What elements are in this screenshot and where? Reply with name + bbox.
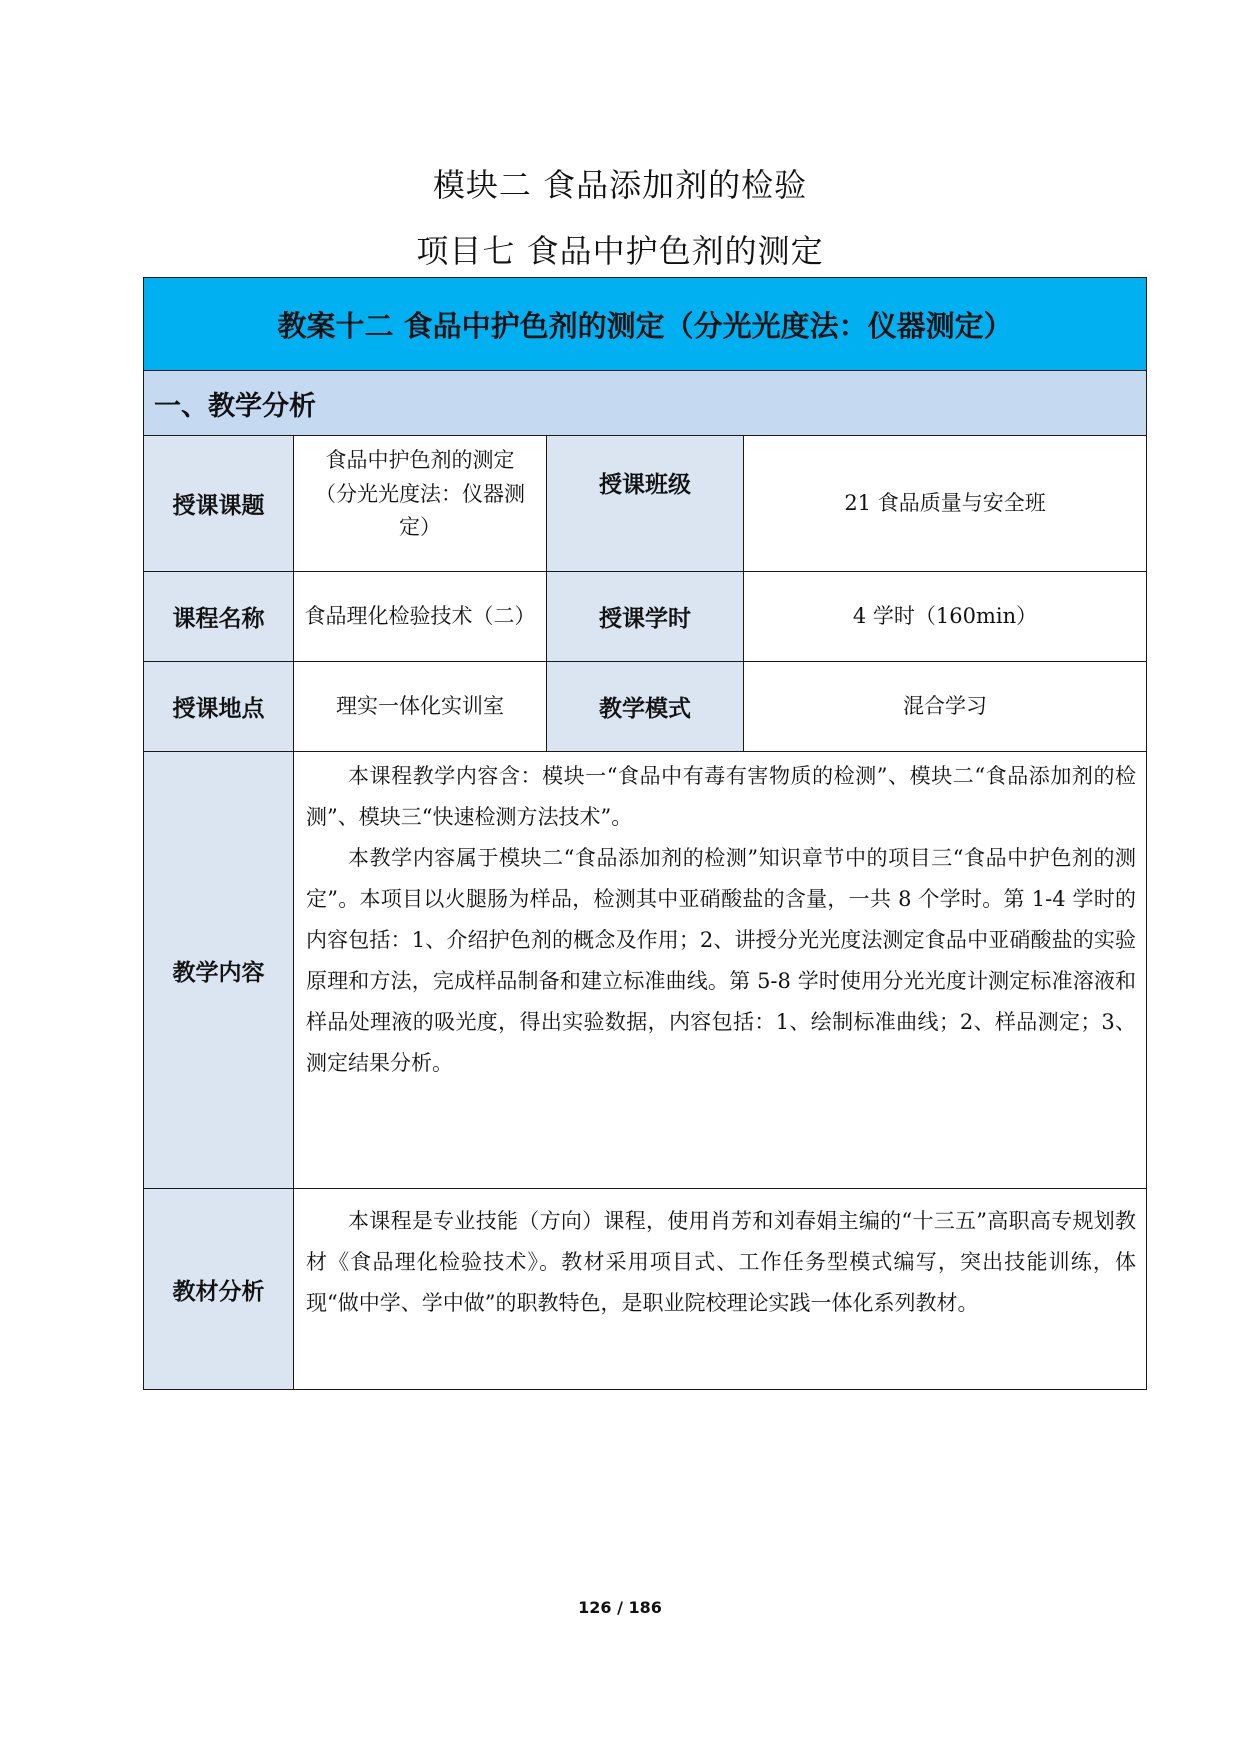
location-label: 授课地点 bbox=[144, 662, 294, 752]
hours-value: 4 学时（160min） bbox=[744, 572, 1147, 662]
content-paragraph: 本课程教学内容含：模块一“食品中有毒有害物质的检测”、模块二“食品添加剂的检测”、模块三“快速检测方法技术”。 bbox=[306, 764, 1137, 829]
project-title: 项目七 食品中护色剂的测定 bbox=[416, 232, 824, 270]
section-heading: 一、教学分析 bbox=[144, 371, 1147, 436]
course-value: 食品理化检验技术（二） bbox=[294, 572, 547, 662]
mode-value: 混合学习 bbox=[744, 662, 1147, 752]
lesson-plan-table bbox=[143, 277, 1147, 1390]
content-paragraph: 本教学内容属于模块二“食品添加剂的检测”知识章节中的项目三“食品中护色剂的测定”。本项目以火腿肠为样品，检测其中亚硝酸盐的含量，一共 8 个学时。第 1-4 学时的内容包括：1、介绍护色剂的概念及作用；2、讲授分光光度法测定食品中亚硝酸盐的实验原理和方法，完成样品制备和建立标准曲线。第 5-8 学时使用分光光度计测定标准溶液和样品处理液的吸光度，得出实验数据，内容包括：1、绘制标准曲线；2、样品测定；3、测定结果分析。 bbox=[306, 846, 1137, 1075]
class-value: 21 食品质量与安全班 bbox=[744, 436, 1147, 572]
lesson-plan-title: 教案十二 食品中护色剂的测定（分光光度法：仪器测定） bbox=[144, 278, 1147, 371]
class-label: 授课班级 bbox=[547, 436, 744, 572]
topic-value: 食品中护色剂的测定（分光光度法：仪器测定） bbox=[294, 436, 547, 572]
topic-label: 授课课题 bbox=[144, 436, 294, 572]
mode-label: 教学模式 bbox=[547, 662, 744, 752]
hours-label: 授课学时 bbox=[547, 572, 744, 662]
content-text bbox=[294, 752, 1147, 1189]
page-number: 126 / 186 bbox=[578, 1598, 662, 1617]
textbook-paragraph: 本课程是专业技能（方向）课程，使用肖芳和刘春娟主编的“十三五”高职高专规划教材《食品理化检验技术》。教材采用项目式、工作任务型模式编写，突出技能训练，体现“做中学、学中做”的职教特色，是职业院校理论实践一体化系列教材。 bbox=[306, 1209, 1137, 1315]
textbook-label: 教材分析 bbox=[144, 1189, 294, 1390]
textbook-text bbox=[294, 1189, 1147, 1390]
content-label: 教学内容 bbox=[144, 752, 294, 1189]
module-title: 模块二 食品添加剂的检验 bbox=[432, 166, 808, 204]
location-value: 理实一体化实训室 bbox=[294, 662, 547, 752]
course-label: 课程名称 bbox=[144, 572, 294, 662]
